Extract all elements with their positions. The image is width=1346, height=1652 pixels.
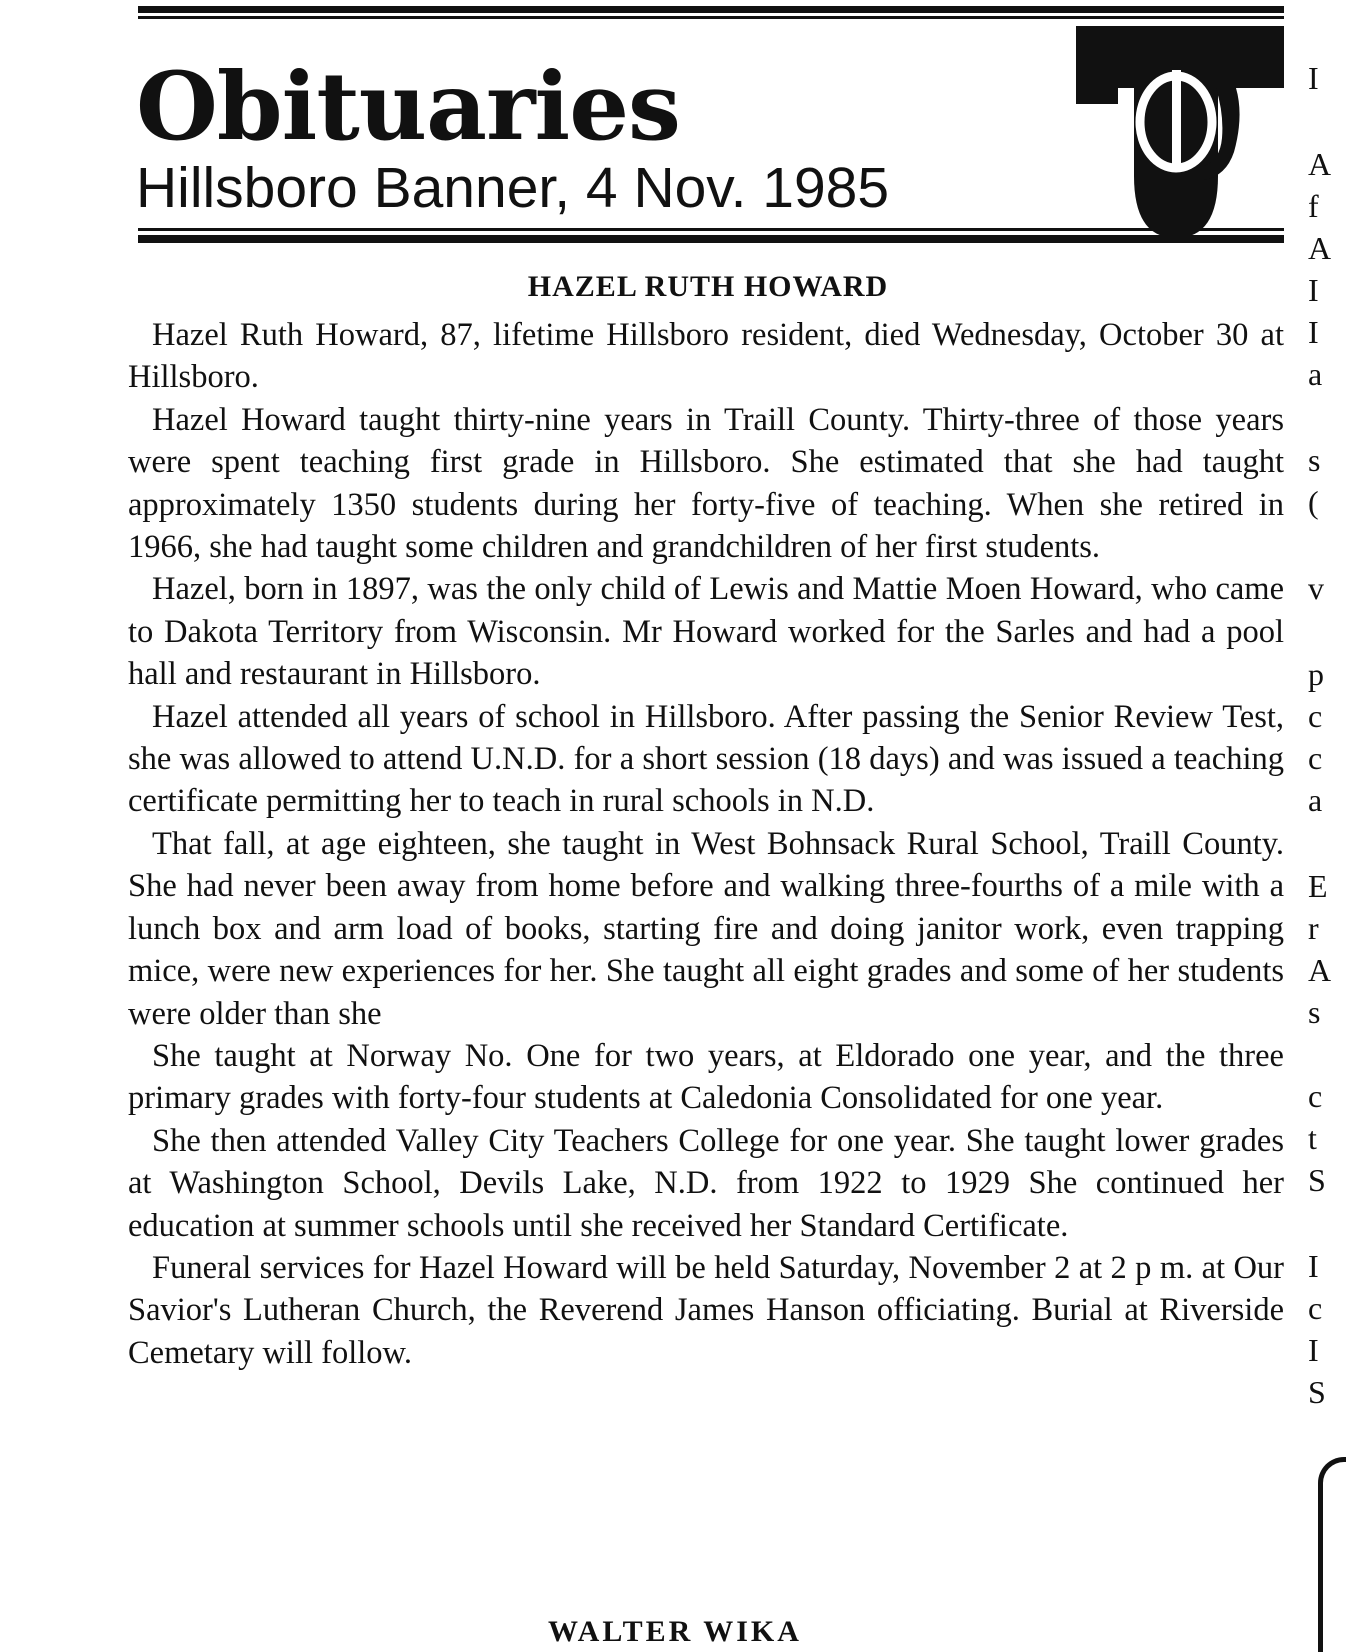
next-obituary-heading: WALTER WIKA <box>548 1615 802 1648</box>
adjacent-column-letter: A <box>1308 230 1332 266</box>
adjacent-column-letter: c <box>1308 740 1323 776</box>
stylized-t-logo-icon <box>1076 26 1284 240</box>
adjacent-column-letter: I <box>1308 1248 1319 1284</box>
adjacent-box-border <box>1318 1457 1346 1652</box>
paragraph-later-schools: She taught at Norway No. One for two years, at Eldorado one year, and the three primary grades with forty-four students at Caledonia Consolidated for one year. <box>128 1037 1284 1117</box>
adjacent-column-letter: v <box>1308 570 1324 606</box>
adjacent-column-letter: A <box>1308 952 1332 988</box>
top-rule-thick <box>138 6 1284 13</box>
adjacent-column-letter: I <box>1308 272 1319 308</box>
adjacent-column-letter: f <box>1308 188 1319 224</box>
adjacent-column-letter: ( <box>1308 484 1319 520</box>
paragraph-teaching-career: Hazel Howard taught thirty-nine years in Traill County. Thirty-three of those years were spent teaching first grade in Hillsboro. She estimated that she had taught approximately 1350 students during her forty-five of teaching. When she retired in 1966, she had taught some children and grandchildren of her first students. <box>128 401 1284 566</box>
obituary-heading: HAZEL RUTH HOWARD <box>527 270 889 303</box>
adjacent-column-letter: s <box>1308 442 1321 478</box>
section-title: Obituaries <box>136 52 680 162</box>
header-rule-thick <box>138 235 1284 243</box>
adjacent-column-letter: r <box>1308 910 1319 946</box>
paragraph-family: Hazel, born in 1897, was the only child of Lewis and Mattie Moen Howard, who came to Dakota Territory from Wisconsin. Mr Howard worked for the Sarles and had a pool hall and restaurant in Hillsboro. <box>128 571 1284 693</box>
obituary-body <box>128 314 1284 1374</box>
paragraph-first-school: That fall, at age eighteen, she taught in West Bohnsack Rural School, Traill County. She had never been away from home before and walking three-fourths of a mile with a lunch box and arm load of books, starting fire and doing janitor work, even trapping mice, were new experiences for her. She taught all eight grades and some of her students were older than she <box>128 825 1284 1032</box>
paragraph-death-notice: Hazel Ruth Howard, 87, lifetime Hillsboro resident, died Wednesday, October 30 at Hillsboro. <box>128 317 1284 396</box>
adjacent-column-letter: a <box>1308 782 1323 818</box>
paragraph-education: Hazel attended all years of school in Hillsboro. After passing the Senior Review Test, she was allowed to attend U.N.D. for a short session (18 days) and was issued a teaching certificate permitting her to teach in rural schools in N.D. <box>128 698 1284 820</box>
paragraph-funeral: Funeral services for Hazel Howard will be held Saturday, November 2 at 2 p m. at Our Savior's Lutheran Church, the Reverend James Hanson officiating. Burial at Riverside Cemetary will follow. <box>128 1249 1284 1371</box>
adjacent-column-letter: I <box>1308 1332 1319 1368</box>
adjacent-column-letter: I <box>1308 60 1319 96</box>
adjacent-column-fragment <box>1308 0 1346 1636</box>
adjacent-column-letter: a <box>1308 356 1323 392</box>
adjacent-column-letter: t <box>1308 1120 1317 1156</box>
paragraph-college: She then attended Valley City Teachers College for one year. She taught lower grades at Washington School, Devils Lake, N.D. from 1922 to 1929 She continued her education at summer schools until she received her Standard Certificate. <box>128 1122 1284 1244</box>
adjacent-column-letter: E <box>1308 868 1328 904</box>
publication-dateline: Hillsboro Banner, 4 Nov. 1985 <box>136 156 890 220</box>
top-rule-thin <box>138 16 1284 19</box>
adjacent-column-letter: c <box>1308 1078 1323 1114</box>
adjacent-column-letter: s <box>1308 994 1321 1030</box>
adjacent-column-letter: S <box>1308 1162 1326 1198</box>
adjacent-column-letter: I <box>1308 314 1319 350</box>
adjacent-column-letter: c <box>1308 698 1323 734</box>
header-rule-thin <box>138 228 1284 231</box>
adjacent-column-letter: p <box>1308 656 1324 692</box>
adjacent-column-letter: S <box>1308 1374 1326 1410</box>
adjacent-column-letter: c <box>1308 1290 1323 1326</box>
adjacent-column-letter: A <box>1308 146 1332 182</box>
